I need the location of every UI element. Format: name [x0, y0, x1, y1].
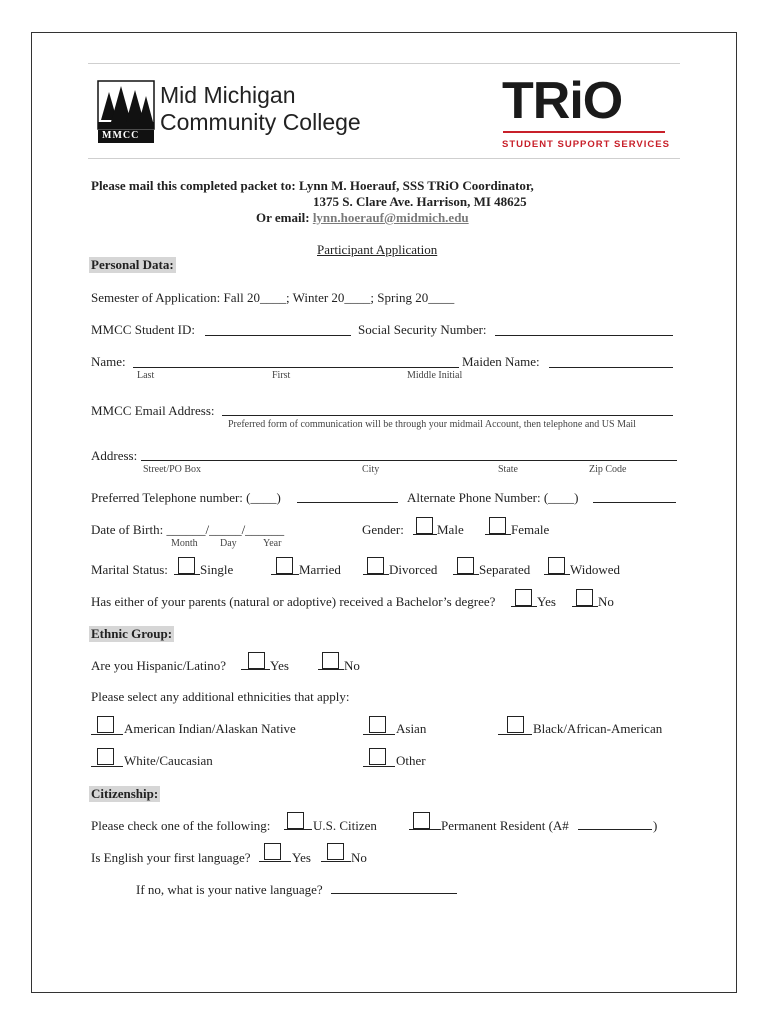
hispanic-yes-checkbox[interactable] [248, 652, 265, 669]
trio-tagline: STUDENT SUPPORT SERVICES [502, 139, 670, 150]
parents-no-label: No [598, 594, 614, 609]
eth-asian-label: Asian [396, 721, 427, 736]
eth-white-checkbox[interactable] [97, 748, 114, 765]
personal-data-heading: Personal Data: [91, 257, 174, 272]
name-sub-first: First [272, 370, 291, 381]
checkbox-underline [321, 861, 351, 862]
addr-state-sub: State [498, 464, 518, 475]
email-label: MMCC Email Address: [91, 403, 215, 418]
gender-female-label: Female [511, 522, 550, 537]
checkbox-underline [91, 734, 123, 735]
checkbox-underline [413, 534, 437, 535]
gender-male-label: Male [437, 522, 464, 537]
citizen-us-label: U.S. Citizen [313, 818, 377, 833]
checkbox-underline [259, 861, 291, 862]
marital-single-checkbox[interactable] [178, 557, 195, 574]
phone-label: Preferred Telephone number: (____) [91, 490, 281, 505]
checkbox-underline [453, 574, 479, 575]
mmcc-logo [97, 80, 155, 144]
marital-label: Marital Status: [91, 562, 168, 577]
header-bottom-rule [88, 158, 680, 159]
checkbox-underline [498, 734, 532, 735]
name-sub-last: Last [137, 370, 155, 381]
maiden-name-label: Maiden Name: [462, 354, 540, 369]
mmcc-name-line2: Community College [160, 109, 361, 135]
eth-asian-checkbox[interactable] [369, 716, 386, 733]
citizenship-heading: Citizenship: [91, 786, 159, 801]
dob-year-sub: Year [263, 538, 282, 549]
mail-line2: 1375 S. Clare Ave. Harrison, MI 48625 [313, 194, 527, 209]
student-id-field[interactable] [205, 335, 351, 336]
dob-field[interactable]: Date of Birth: ______/_____/______ [91, 522, 285, 537]
mail-line1: Please mail this completed packet to: Lynn M. Hoerauf, SSS TRiO Coordinator, [91, 178, 534, 193]
eth-black-checkbox[interactable] [507, 716, 524, 733]
email-line [256, 210, 469, 226]
citizen-us-checkbox[interactable] [287, 812, 304, 829]
ssn-field[interactable] [495, 335, 673, 336]
citizen-pr-checkbox[interactable] [413, 812, 430, 829]
name-label: Name: [91, 354, 126, 369]
citizen-pr-label: Permanent Resident (A# [441, 818, 569, 833]
citizenship-question: Please check one of the following: [91, 818, 271, 833]
english-no-label: No [351, 850, 367, 865]
checkbox-underline [409, 829, 441, 830]
english-yes-label: Yes [292, 850, 311, 865]
marital-divorced-checkbox[interactable] [367, 557, 384, 574]
marital-married-label: Married [299, 562, 341, 577]
ethnicities-instruction: Please select any additional ethnicities that apply: [91, 689, 350, 704]
phone-field[interactable] [297, 502, 398, 503]
alt-phone-label: Alternate Phone Number: (____) [407, 490, 579, 505]
gender-male-checkbox[interactable] [416, 517, 433, 534]
citizen-pr-close: ) [653, 818, 658, 833]
marital-married-checkbox[interactable] [276, 557, 293, 574]
header-top-rule [88, 63, 680, 64]
native-language-question: If no, what is your native language? [136, 882, 323, 897]
maiden-name-field[interactable] [549, 367, 673, 368]
alien-number-field[interactable] [578, 829, 652, 830]
checkbox-underline [241, 669, 270, 670]
name-sub-middle: Middle Initial [407, 370, 463, 381]
checkbox-underline [544, 574, 570, 575]
eth-other-checkbox[interactable] [369, 748, 386, 765]
email-field[interactable] [222, 415, 673, 416]
mmcc-name [160, 82, 361, 136]
marital-divorced-label: Divorced [389, 562, 438, 577]
addr-zip-sub: Zip Code [589, 464, 627, 475]
hispanic-yes-label: Yes [270, 658, 289, 673]
checkbox-underline [318, 669, 344, 670]
checkbox-underline [572, 606, 598, 607]
form-title: Participant Application [317, 242, 438, 257]
checkbox-underline [485, 534, 511, 535]
native-language-field[interactable] [331, 893, 457, 894]
email-note: Preferred form of communication will be through your midmail Account, then telephone and US Mail [228, 419, 636, 430]
eth-american-indian-label: American Indian/Alaskan Native [124, 721, 296, 736]
addr-city-sub: City [362, 464, 380, 475]
english-no-checkbox[interactable] [327, 843, 344, 860]
semester-field[interactable]: Semester of Application: Fall 20____; Winter 20____; Spring 20____ [91, 290, 455, 305]
parents-question: Has either of your parents (natural or adoptive) received a Bachelor’s degree? [91, 594, 496, 609]
address-field[interactable] [141, 460, 677, 461]
marital-single-label: Single [200, 562, 234, 577]
alt-phone-field[interactable] [593, 502, 676, 503]
eth-black-label: Black/African-American [533, 721, 663, 736]
checkbox-underline [91, 766, 123, 767]
checkbox-underline [271, 574, 299, 575]
trio-rule [503, 131, 665, 133]
checkbox-underline [284, 829, 312, 830]
checkbox-underline [511, 606, 537, 607]
name-field[interactable] [133, 367, 459, 368]
marital-widowed-checkbox[interactable] [548, 557, 565, 574]
english-question: Is English your first language? [91, 850, 251, 865]
address-label: Address: [91, 448, 138, 463]
coordinator-email-link[interactable]: lynn.hoerauf@midmich.edu [312, 210, 469, 225]
parents-no-checkbox[interactable] [576, 589, 593, 606]
student-id-label: MMCC Student ID: [91, 322, 196, 337]
dob-day-sub: Day [220, 538, 237, 549]
email-prefix: Or email: [256, 210, 313, 225]
page-border [31, 32, 737, 993]
addr-street-sub: Street/PO Box [143, 464, 202, 475]
eth-american-indian-checkbox[interactable] [97, 716, 114, 733]
marital-separated-checkbox[interactable] [457, 557, 474, 574]
eth-white-label: White/Caucasian [124, 753, 213, 768]
dob-month-sub: Month [171, 538, 198, 549]
checkbox-underline [363, 766, 395, 767]
hispanic-question: Are you Hispanic/Latino? [91, 658, 227, 673]
gender-female-checkbox[interactable] [489, 517, 506, 534]
english-yes-checkbox[interactable] [264, 843, 281, 860]
marital-separated-label: Separated [479, 562, 531, 577]
mmcc-name-line1: Mid Michigan [160, 82, 296, 108]
eth-other-label: Other [396, 753, 426, 768]
trio-logo: TRiO [502, 72, 623, 130]
checkbox-underline [363, 734, 395, 735]
checkbox-underline [363, 574, 389, 575]
mmcc-badge: MMCC [102, 130, 140, 141]
parents-yes-checkbox[interactable] [515, 589, 532, 606]
checkbox-underline [174, 574, 200, 575]
gender-label: Gender: [362, 522, 404, 537]
ssn-label: Social Security Number: [358, 322, 487, 337]
ethnic-group-heading: Ethnic Group: [91, 626, 173, 641]
hispanic-no-label: No [344, 658, 360, 673]
parents-yes-label: Yes [537, 594, 556, 609]
hispanic-no-checkbox[interactable] [322, 652, 339, 669]
marital-widowed-label: Widowed [570, 562, 621, 577]
